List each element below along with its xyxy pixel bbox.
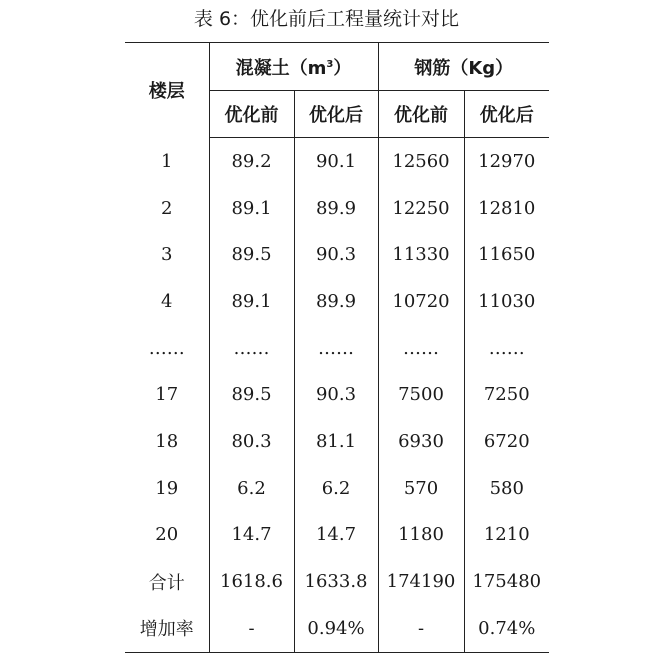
cell-rebar-after: 1210 [464, 512, 549, 559]
header-concrete-after: 优化后 [294, 91, 378, 138]
table-row [125, 371, 549, 418]
cell-floor: 1 [161, 150, 173, 172]
cell-concrete-after: 6.2 [294, 465, 378, 512]
cell-rebar-after: 11650 [464, 231, 549, 278]
header-rebar-after: 优化后 [464, 91, 549, 138]
header-concrete-suffix: ） [333, 57, 352, 79]
header-rebar-before: 优化前 [378, 91, 464, 138]
cell-rebar-after: 12970 [464, 138, 549, 185]
cell-rebar-after: 175480 [464, 558, 549, 605]
cell-concrete-before: 80.3 [209, 418, 294, 465]
table-row [125, 278, 549, 325]
cell-rebar-after: 12810 [464, 185, 549, 232]
cell-floor: 3 [161, 244, 173, 266]
cell-concrete-after: 89.9 [294, 185, 378, 232]
cell-rebar-after: 580 [464, 465, 549, 512]
cell-concrete-after: 90.1 [294, 138, 378, 185]
cell-concrete-before: 89.2 [209, 138, 294, 185]
table-row [125, 185, 549, 232]
cell-rebar-before: …… [378, 325, 464, 372]
cell-concrete-after: 1633.8 [294, 558, 378, 605]
cell-floor: 17 [155, 384, 179, 406]
cell-rebar-before: 174190 [378, 558, 464, 605]
cell-rebar-after: 11030 [464, 278, 549, 325]
cell-floor: 增加率 [125, 605, 209, 652]
table-caption: 表 6：优化前后工程量统计对比 [193, 8, 460, 30]
cell-floor: 18 [155, 430, 179, 452]
cell-concrete-before: - [209, 605, 294, 652]
cell-concrete-before: 14.7 [209, 512, 294, 559]
cell-rebar-before: 1180 [378, 512, 464, 559]
table-row-increase-rate [125, 605, 549, 652]
cell-rebar-before: 570 [378, 465, 464, 512]
cell-floor: …… [148, 337, 185, 359]
cell-concrete-before: 89.1 [209, 185, 294, 232]
cell-concrete-after: 89.9 [294, 278, 378, 325]
cell-concrete-after: 90.3 [294, 231, 378, 278]
header-concrete-sup: 3 [326, 58, 334, 70]
cell-concrete-after: 90.3 [294, 371, 378, 418]
header-concrete [209, 43, 378, 91]
cell-rebar-after: …… [464, 325, 549, 372]
header-concrete-before: 优化前 [209, 91, 294, 138]
header-floor: 楼层 [125, 43, 209, 138]
cell-rebar-before: 12250 [378, 185, 464, 232]
cell-rebar-before: 6930 [378, 418, 464, 465]
cell-concrete-before: 1618.6 [209, 558, 294, 605]
cell-rebar-after: 0.74% [464, 605, 549, 652]
cell-rebar-after: 6720 [464, 418, 549, 465]
cell-concrete-before: 6.2 [209, 465, 294, 512]
header-rebar: 钢筋（Kg） [378, 43, 549, 91]
cell-floor: 20 [155, 524, 179, 546]
table-row-total [125, 558, 549, 605]
table-row [125, 512, 549, 559]
cell-concrete-after: 0.94% [294, 605, 378, 652]
table-row [125, 138, 549, 185]
table-row [125, 231, 549, 278]
cell-concrete-before: …… [209, 325, 294, 372]
cell-concrete-before: 89.1 [209, 278, 294, 325]
cell-floor: 合计 [148, 572, 185, 594]
quantity-comparison-table [125, 42, 549, 653]
cell-rebar-before: 12560 [378, 138, 464, 185]
cell-concrete-after: 14.7 [294, 512, 378, 559]
cell-rebar-before: - [378, 605, 464, 652]
cell-rebar-before: 10720 [378, 278, 464, 325]
header-row-group [125, 43, 549, 91]
table-row [125, 418, 549, 465]
cell-concrete-after: 81.1 [294, 418, 378, 465]
cell-rebar-before: 11330 [378, 231, 464, 278]
table-row [125, 465, 549, 512]
cell-floor: 2 [161, 197, 173, 219]
cell-floor: 4 [161, 290, 173, 312]
cell-rebar-after: 7250 [464, 371, 549, 418]
table-row-ellipsis [125, 325, 549, 372]
cell-concrete-after: …… [294, 325, 378, 372]
cell-rebar-before: 7500 [378, 371, 464, 418]
cell-floor: 19 [155, 477, 179, 499]
header-concrete-prefix: 混凝土（m [235, 57, 327, 79]
cell-concrete-before: 89.5 [209, 231, 294, 278]
cell-concrete-before: 89.5 [209, 371, 294, 418]
